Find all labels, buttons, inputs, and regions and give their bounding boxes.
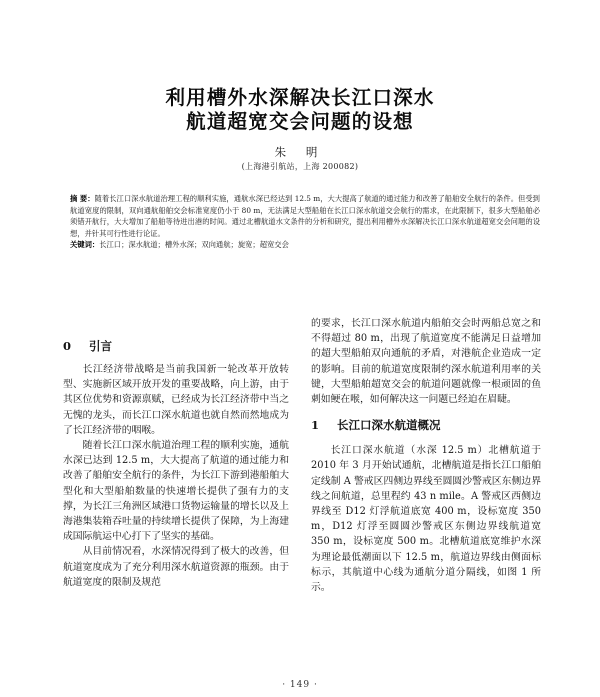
author: 朱 明 (274, 145, 326, 159)
keywords (70, 239, 540, 251)
page-number: · 149 · (282, 680, 318, 690)
abstract-text: 随着长江口深水航道治理工程的顺利实施，通航水深已经达到 12.5 m，大大提高了航道的通过能力和改善了船舶安全航行的条件。但受到航道宽度的限制，双向通航船舶交会标准宽度仍小于 80 m，无法满足大型船舶在长江口深水航道交会航行的需求，在此限制下，很多大型船舶必须错开航行，大大增加了船舶等待进出港的时间。通过北槽航道水文条件的分析和研究，提出利用槽外水深解决长江口深水航道超宽交会问题的设想，并针其可行性进行论证。 (70, 194, 540, 238)
right-paragraphs-top (311, 316, 541, 407)
keywords-label: 关键词： (70, 240, 100, 250)
paragraph: 长江口深水航道（水深 12.5 m）北槽航道于 2010 年 3 月开始试通航，北槽航道是指长江口船舶定线制 A 警戒区四侧边界线至圆圆沙警戒区东侧边界线之间航道，总里程约 43 n mile。A 警戒区西侧边界线至 D12 灯浮航道底宽 400 m，设标宽度 350 m，D12 灯浮至圆圆沙警戒区东侧边界线航道宽 350 m，设标宽度 500 m。北槽航道底宽维护水深为理论最低潮面以下 12.5 m，航道边界线由侧面标标示，其航道中心线为通航分道分隔线，如图 1 所示。 (311, 445, 541, 594)
abstract-label: 摘 要： (70, 194, 95, 203)
title-line-1: 利用槽外水深解决长江口深水 (165, 86, 435, 109)
paragraph: 从目前情况看，水深情况得到了极大的改善，但航道宽度成为了充分利用深水航道资源的瓶颈。由于航道宽度的限制及规范 (63, 546, 289, 588)
section-title: 长江口深水航道概况 (337, 418, 441, 433)
abstract (70, 193, 540, 251)
section-title: 引言 (89, 339, 112, 353)
paragraph: 的要求，长江口深水航道内船舶交会时两船总宽之和不得超过 80 m，出现了航道宽度不能满足日益增加的超大型船舶双向通航的矛盾，对港航企业造成一定的影响。目前的航道宽度限制约深水航道利用率的关键，大型船舶超宽交会的航道问题就像一根顽固的鱼刺如鲠在喉，如何解决这一问题已经迫在眉睫。 (311, 318, 541, 406)
title-line-2: 航道超宽交会问题的设想 (186, 110, 414, 133)
right-column (311, 316, 541, 595)
section-heading-intro (63, 336, 289, 356)
section-heading-overview (311, 415, 541, 435)
section-number: 1 (311, 418, 320, 433)
paragraph: 长江经济带战略是当前我国新一轮改革开放转型、实施新区域开放开发的重要战略，向上游，由于其区位优势和资源禀赋，已经成为长江经济带中当之无愧的龙头，而长江口深水航道也就自然而然地成为了长江经济带的咽喉。 (63, 364, 289, 436)
left-column (63, 336, 289, 590)
abstract-body (70, 193, 540, 239)
section-number: 0 (63, 339, 72, 353)
paragraph: 随着长江口深水航道治理工程的顺利实施，通航水深已达到 12.5 m，大大提高了航道的通过能力和改善了船舶安全航行的条件，为长江下游到港船舶大型化和大型船舶数量的快速增长提供了强有力的支撑，为长江三角洲区域港口货物运输量的增长以及上海港集装箱吞吐量的持续增长提供了保障，为上海建成国际航运中心打下了坚实的基础。 (63, 440, 289, 543)
left-paragraphs (63, 362, 289, 590)
affiliation: (上海港引航站，上海 200082) (241, 162, 359, 171)
keywords-text: 长江口；深水航道；槽外水深；双向通航；旋宽；超宽交会 (99, 240, 289, 250)
right-paragraphs-bottom (311, 443, 541, 595)
